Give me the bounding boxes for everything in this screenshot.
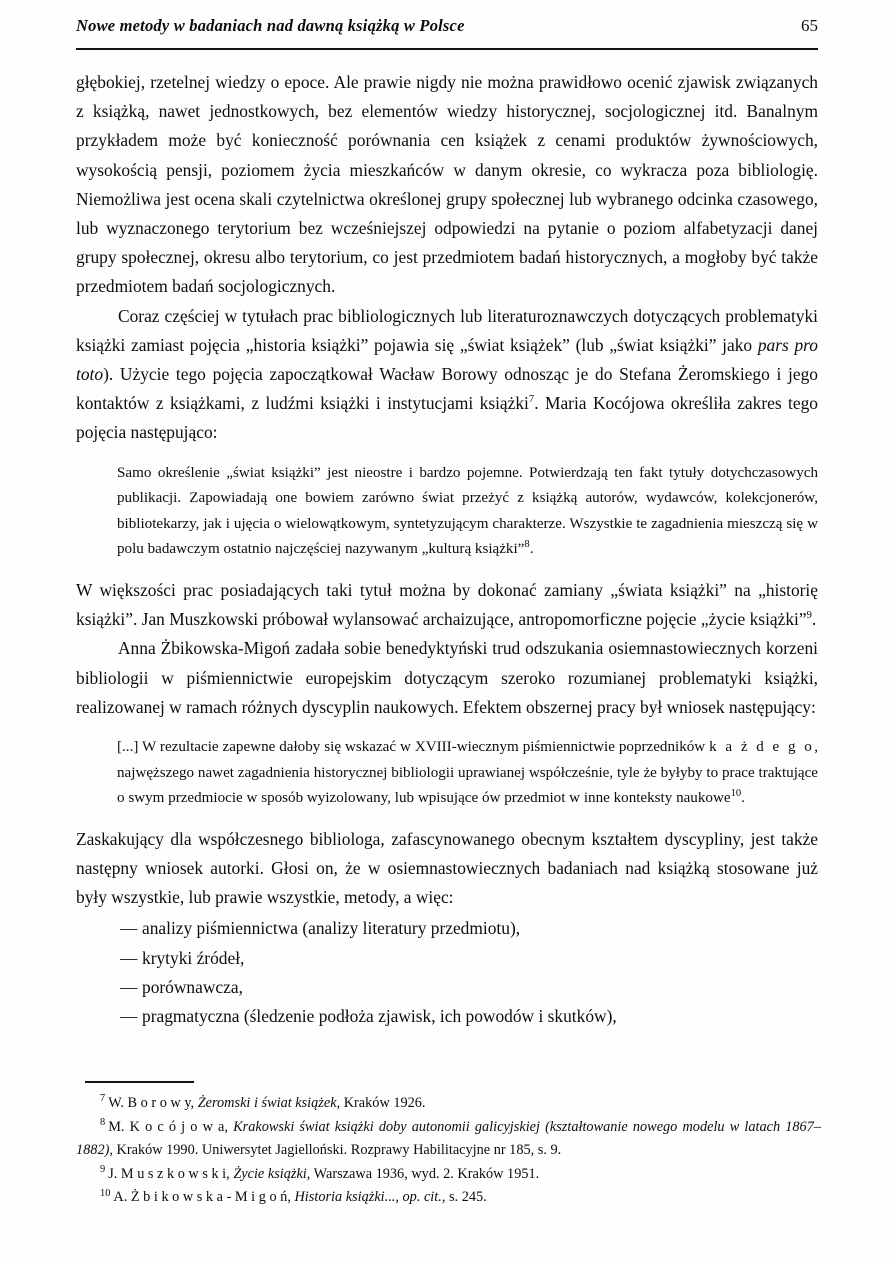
paragraph-5 (76, 825, 818, 913)
paragraph-3-text-b: . (811, 609, 817, 630)
block-quote-2 (117, 735, 818, 812)
note-ref-7[interactable]: 7 (528, 394, 535, 406)
block-quote-1-body (117, 461, 818, 563)
footnote-rest: , Kraków 1926. (336, 1095, 426, 1111)
paragraph-5-text: Zaskakujący dla współczesnego bibliologa, zafascynowanego obecnym kształtem dyscypliny, jest także następny wniosek autorki. Głosi on, że w osiemnastowiecznych badaniach nad książką stosowane już były wszystkie, lub prawie wszystkie, metody, a więc: (76, 828, 818, 908)
em-dash-icon: — (120, 947, 138, 968)
list-item-label: porównawcza, (142, 976, 243, 997)
paragraph-2 (76, 302, 818, 448)
note-ref-8[interactable]: 8 (524, 539, 530, 551)
footnote-marker: 10 (100, 1187, 111, 1199)
note-ref-10[interactable]: 10 (730, 788, 742, 800)
footnote-author: A. Ż b i k o w s k a - M i g o ń, (113, 1189, 291, 1206)
footnote-title: Krakowski świat książki doby autonomii galicyjskiej (kształtowanie nowego modelu w latach 1867–1882) (76, 1118, 822, 1159)
list-item-label: analizy piśmiennictwa (analizy literatury przedmiotu), (142, 918, 521, 939)
paragraph-3 (76, 576, 818, 634)
page-number: 65 (801, 16, 818, 35)
paragraph-4 (76, 634, 818, 722)
text-column (76, 68, 818, 1031)
list-item (76, 973, 818, 1002)
paragraph-2-text-a: Coraz częściej w tytułach prac bibliologicznych lub literaturoznawczych dotyczących problematyki książki zamiast pojęcia „historia książki” pojawia się „świat książek” (lub „świat książki” jako (76, 305, 818, 355)
footnote-rest: , Kraków 1990. Uniwersytet Jagielloński. Rozprawy Habilitacyjne nr 185, s. 9. (109, 1142, 562, 1159)
block-quote-2-text-a: [...] W rezultacie zapewne dałoby się wskazać w XVIII-wiecznym piśmiennictwie poprzedników (117, 739, 710, 756)
paragraph-3-text-a: W większości prac posiadających taki tytuł można by dokonać zamiany „świata książki” na „historię książki”. Jan Muszkowski próbował wylansować archaizujące, antropomorficzne pojęcie „życie książki” (76, 580, 818, 630)
paragraph-2-text-c: . Maria Kocójowa określiła zakres tego pojęcia następująco: (76, 393, 818, 443)
block-quote-2-body (117, 735, 818, 812)
paragraph-2-italic: pars pro toto (76, 334, 818, 385)
list-item-label: krytyki źródeł, (142, 947, 245, 968)
em-dash-icon: — (120, 976, 138, 997)
list-item (76, 944, 818, 973)
footnote-title: Historia książki..., (294, 1189, 399, 1206)
block-quote-2-text-b: , najwęższego nawet zagadnienia historycznej bibliologii uprawianej współcześnie, tyle że byłyby to prace traktujące o swym przedmiocie w sposób wyizolowany, lub wpisujące ów przedmiot w inne konteksty naukowe (117, 739, 818, 807)
running-head-title: Nowe metody w badaniach nad dawną książką w Polsce (76, 16, 465, 35)
list-item (76, 914, 818, 943)
em-dash-icon: — (120, 918, 138, 939)
footnote-marker: 8 (100, 1116, 106, 1128)
em-dash-icon: — (120, 1006, 138, 1027)
footnote-author: M. K o c ó j o w a, (108, 1118, 228, 1135)
list-item (76, 1002, 818, 1031)
block-quote-2-text-c: . (741, 790, 745, 807)
footnote-marker: 7 (100, 1093, 106, 1105)
footnote-marker: 9 (100, 1164, 106, 1176)
footnote-8 (76, 1116, 821, 1163)
footnote-7 (76, 1092, 821, 1116)
block-quote-1-text-b: . (529, 541, 534, 558)
block-quote-1-text-a: Samo określenie „świat książki” jest nieostre i bardzo pojemne. Potwierdzają ten fakt tytuły dotychczasowych publikacji. Zapowiadają one bowiem zarówno świat przeżyć z książką autorów, wydawców, kolekcjonerów, bibliotekarzy, jak i ujęcia o wielowątkowym, syntetyzującym charakterze. Wszystkie te zagadnienia mieszczą się w polu badawczym ostatnio najczęściej nazywanym „kulturą książki” (117, 464, 818, 558)
paragraph-1 (76, 68, 818, 302)
footnote-title: Żeromski i świat książek (197, 1095, 337, 1111)
running-head (76, 16, 818, 36)
note-ref-9[interactable]: 9 (806, 610, 812, 622)
header-rule (76, 48, 818, 50)
footnote-title: Życie książki (233, 1165, 307, 1182)
list-item-label: pragmatyczna (śledzenie podłoża zjawisk, ich powodów i skutków), (142, 1006, 617, 1027)
block-quote-2-emphasis: k a ż d e g o (709, 739, 815, 756)
method-list (76, 914, 818, 1031)
footnote-10 (76, 1186, 821, 1210)
footnote-separator-rule (85, 1081, 194, 1083)
block-quote-1 (117, 461, 818, 563)
footnote-opcit: op. cit. (402, 1189, 442, 1206)
footnote-rest: , Warszawa 1936, wyd. 2. Kraków 1951. (306, 1165, 540, 1182)
paragraph-4-text: Anna Żbikowska-Migoń zadała sobie benedyktyński trud odszukania osiemnastowiecznych korzeni bibliologii w piśmiennictwie europejskim dotyczącym szeroko rozumianej problematyki książki, realizowanej w ramach różnych dyscyplin naukowych. Efektem obszernej pracy był wniosek następujący: (76, 638, 818, 717)
paragraph-2-text-b: ). Użycie tego pojęcia zapoczątkował Wacław Borowy odnosząc je do Stefana Żeromskiego i jego kontaktów z książkami, z ludźmi książki i instytucjami książki (76, 364, 818, 414)
footnote-block (76, 1092, 821, 1210)
footnote-rest: , s. 245. (441, 1189, 487, 1206)
footnote-9 (76, 1163, 821, 1187)
footnote-author: W. B o r o w y, (108, 1095, 195, 1111)
paragraph-1-text: głębokiej, rzetelnej wiedzy o epoce. Ale prawie nigdy nie można prawidłowo ocenić zjawisk związanych z książką, nawet jednostkowych, bez elementów wiedzy historycznej, socjologicznej itd. Banalnym przykładem może być konieczność porównania cen książek z cenami produktów żywnościowych, wysokością pensji, poziomem życia mieszkańców w danym okresie, co wykracza poza bibliologię. Niemożliwa jest ocena skali czytelnictwa określonej grupy społecznej lub wybranego odcinka czasowego, lub wyznaczonego terytorium bez wcześniejszej odpowiedzi na pytanie o poziom alfabetyzacji danej grupy społecznej, okresu albo terytorium, co jest przedmiotem badań historycznych, a mogłoby być także przedmiotem badań socjologicznych. (76, 72, 818, 297)
footnote-author: J. M u s z k o w s k i, (108, 1165, 230, 1182)
